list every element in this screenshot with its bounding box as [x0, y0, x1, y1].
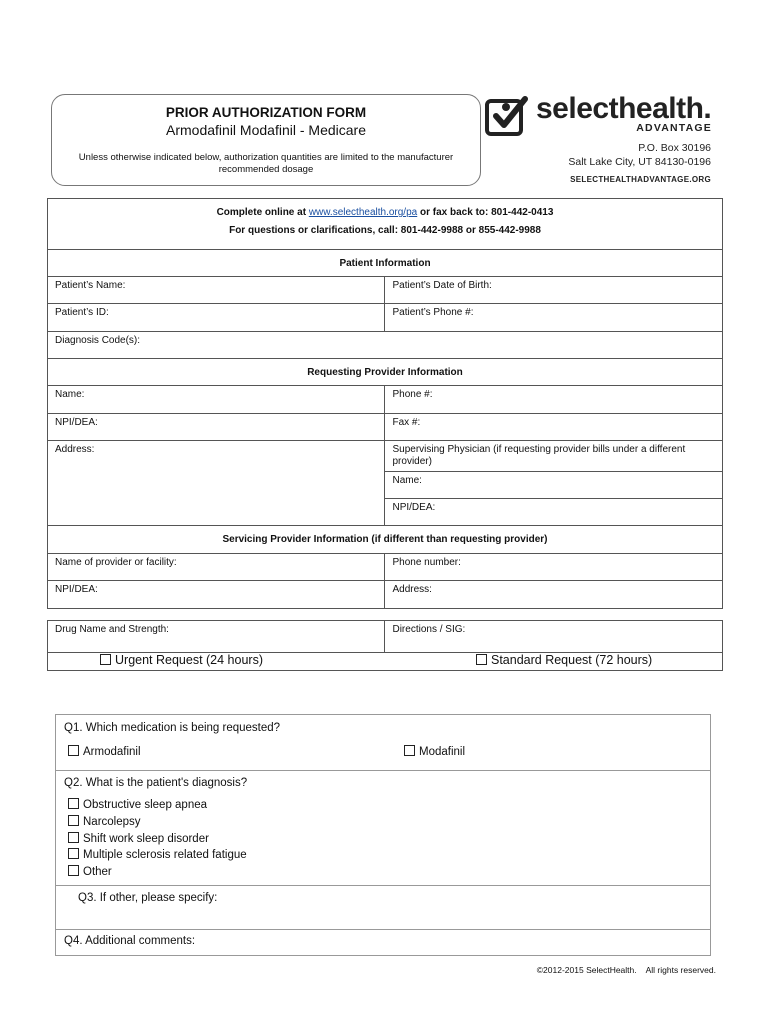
osa-label: Obstructive sleep apnea [83, 799, 208, 811]
contact-text: Complete online at [216, 207, 309, 218]
standard-label: Standard Request (72 hours) [491, 653, 653, 667]
selecthealth-logo [484, 92, 716, 142]
drug-table [47, 620, 723, 653]
q2-section [56, 771, 710, 886]
address-line-1: P.O. Box 30196 [638, 142, 711, 154]
address-line-2: Salt Lake City, UT 84130-0196 [568, 155, 711, 168]
armodafinil-label: Armodafinil [83, 746, 141, 758]
diagnosis-option[interactable] [68, 797, 247, 814]
standard-request-option[interactable] [476, 653, 652, 667]
q3-text: Q3. If other, please specify: [78, 892, 218, 904]
patient-info-heading: Patient Information [48, 250, 723, 277]
osa-checkbox[interactable] [68, 798, 79, 809]
diagnosis-code-field[interactable]: Diagnosis Code(s): [48, 332, 723, 359]
servicing-npi-field[interactable]: NPI/DEA: [48, 581, 385, 609]
provider-fax-field[interactable]: Fax #: [385, 414, 723, 441]
modafinil-checkbox[interactable] [404, 745, 415, 756]
diagnosis-option[interactable] [68, 831, 247, 848]
diagnosis-options [68, 797, 247, 881]
provider-address-field[interactable]: Address: [48, 441, 385, 526]
website: SELECTHEALTHADVANTAGE.ORG [570, 175, 711, 184]
fax-text: or fax back to: 801-442-0413 [417, 207, 554, 218]
provider-npi-field[interactable]: NPI/DEA: [48, 414, 385, 441]
standard-checkbox[interactable] [476, 654, 487, 665]
narcolepsy-label: Narcolepsy [83, 815, 141, 828]
servicing-name-field[interactable]: Name of provider or facility: [48, 554, 385, 581]
q4-text: Q4. Additional comments: [64, 935, 196, 947]
questions-box [55, 714, 711, 956]
urgent-request-option[interactable] [100, 653, 263, 667]
provider-phone-field[interactable]: Phone #: [385, 386, 723, 414]
requesting-provider-heading: Requesting Provider Information [48, 359, 723, 386]
form-title-box [51, 94, 481, 186]
phone-text: For questions or clarifications, call: 801-442-9988 or 855-442-9988 [229, 225, 541, 236]
copyright-notice: ©2012-2015 SelectHealth. All rights reserved. [536, 965, 716, 975]
ms-fatigue-checkbox[interactable] [68, 848, 79, 859]
servicing-phone-field[interactable]: Phone number: [385, 554, 723, 581]
diagnosis-option[interactable] [68, 814, 247, 831]
logo-sub-text: ADVANTAGE [636, 122, 712, 134]
patient-dob-field[interactable]: Patient’s Date of Birth: [385, 277, 723, 304]
armodafinil-checkbox[interactable] [68, 745, 79, 756]
other-checkbox[interactable] [68, 865, 79, 876]
urgent-label: Urgent Request (24 hours) [115, 653, 263, 667]
q1-text: Q1. Which medication is being requested? [64, 722, 281, 734]
ms-fatigue-label: Multiple sclerosis related fatigue [83, 849, 247, 862]
form-subtitle: Armodafinil Modafinil - Medicare [166, 122, 366, 138]
patient-name-field[interactable]: Patient’s Name: [48, 277, 385, 304]
other-label: Other [83, 866, 112, 879]
online-link[interactable]: www.selecthealth.org/pa [308, 207, 418, 218]
patient-id-field[interactable]: Patient’s ID: [48, 304, 385, 332]
q1-section [56, 715, 710, 771]
mailing-address [568, 142, 711, 187]
servicing-address-field[interactable]: Address: [385, 581, 723, 609]
dosage-note: Unless otherwise indicated below, authorization quantities are limited to the manufacturer recommended dosage [78, 152, 454, 175]
supervising-npi-field[interactable]: NPI/DEA: [385, 499, 723, 526]
form-title: PRIOR AUTHORIZATION FORM [165, 105, 367, 120]
diagnosis-option[interactable] [68, 847, 247, 864]
shift-work-checkbox[interactable] [68, 832, 79, 843]
modafinil-option[interactable] [404, 745, 465, 758]
urgent-checkbox[interactable] [100, 654, 111, 665]
drug-name-field[interactable]: Drug Name and Strength: [48, 621, 385, 653]
request-type-row [47, 652, 723, 671]
shift-work-label: Shift work sleep disorder [83, 832, 209, 845]
patient-phone-field[interactable]: Patient’s Phone #: [385, 304, 723, 332]
logo-brand-text: selecthealth. [536, 92, 712, 125]
narcolepsy-checkbox[interactable] [68, 815, 79, 826]
supervising-name-field[interactable]: Name: [385, 472, 723, 499]
supervising-physician-label: Supervising Physician (if requesting provider bills under a different provider) [385, 441, 723, 472]
q2-text: Q2. What is the patient's diagnosis? [64, 777, 248, 789]
q4-section[interactable] [56, 930, 710, 957]
directions-field[interactable]: Directions / SIG: [385, 621, 723, 653]
modafinil-label: Modafinil [419, 746, 466, 758]
info-table [47, 198, 723, 609]
checkbox-check-logo-icon [484, 94, 530, 140]
diagnosis-option[interactable] [68, 864, 247, 881]
armodafinil-option[interactable] [68, 745, 141, 758]
q3-section[interactable] [56, 886, 710, 930]
provider-name-field[interactable]: Name: [48, 386, 385, 414]
servicing-provider-heading: Servicing Provider Information (if different than requesting provider) [48, 526, 723, 554]
contact-info [48, 199, 723, 250]
